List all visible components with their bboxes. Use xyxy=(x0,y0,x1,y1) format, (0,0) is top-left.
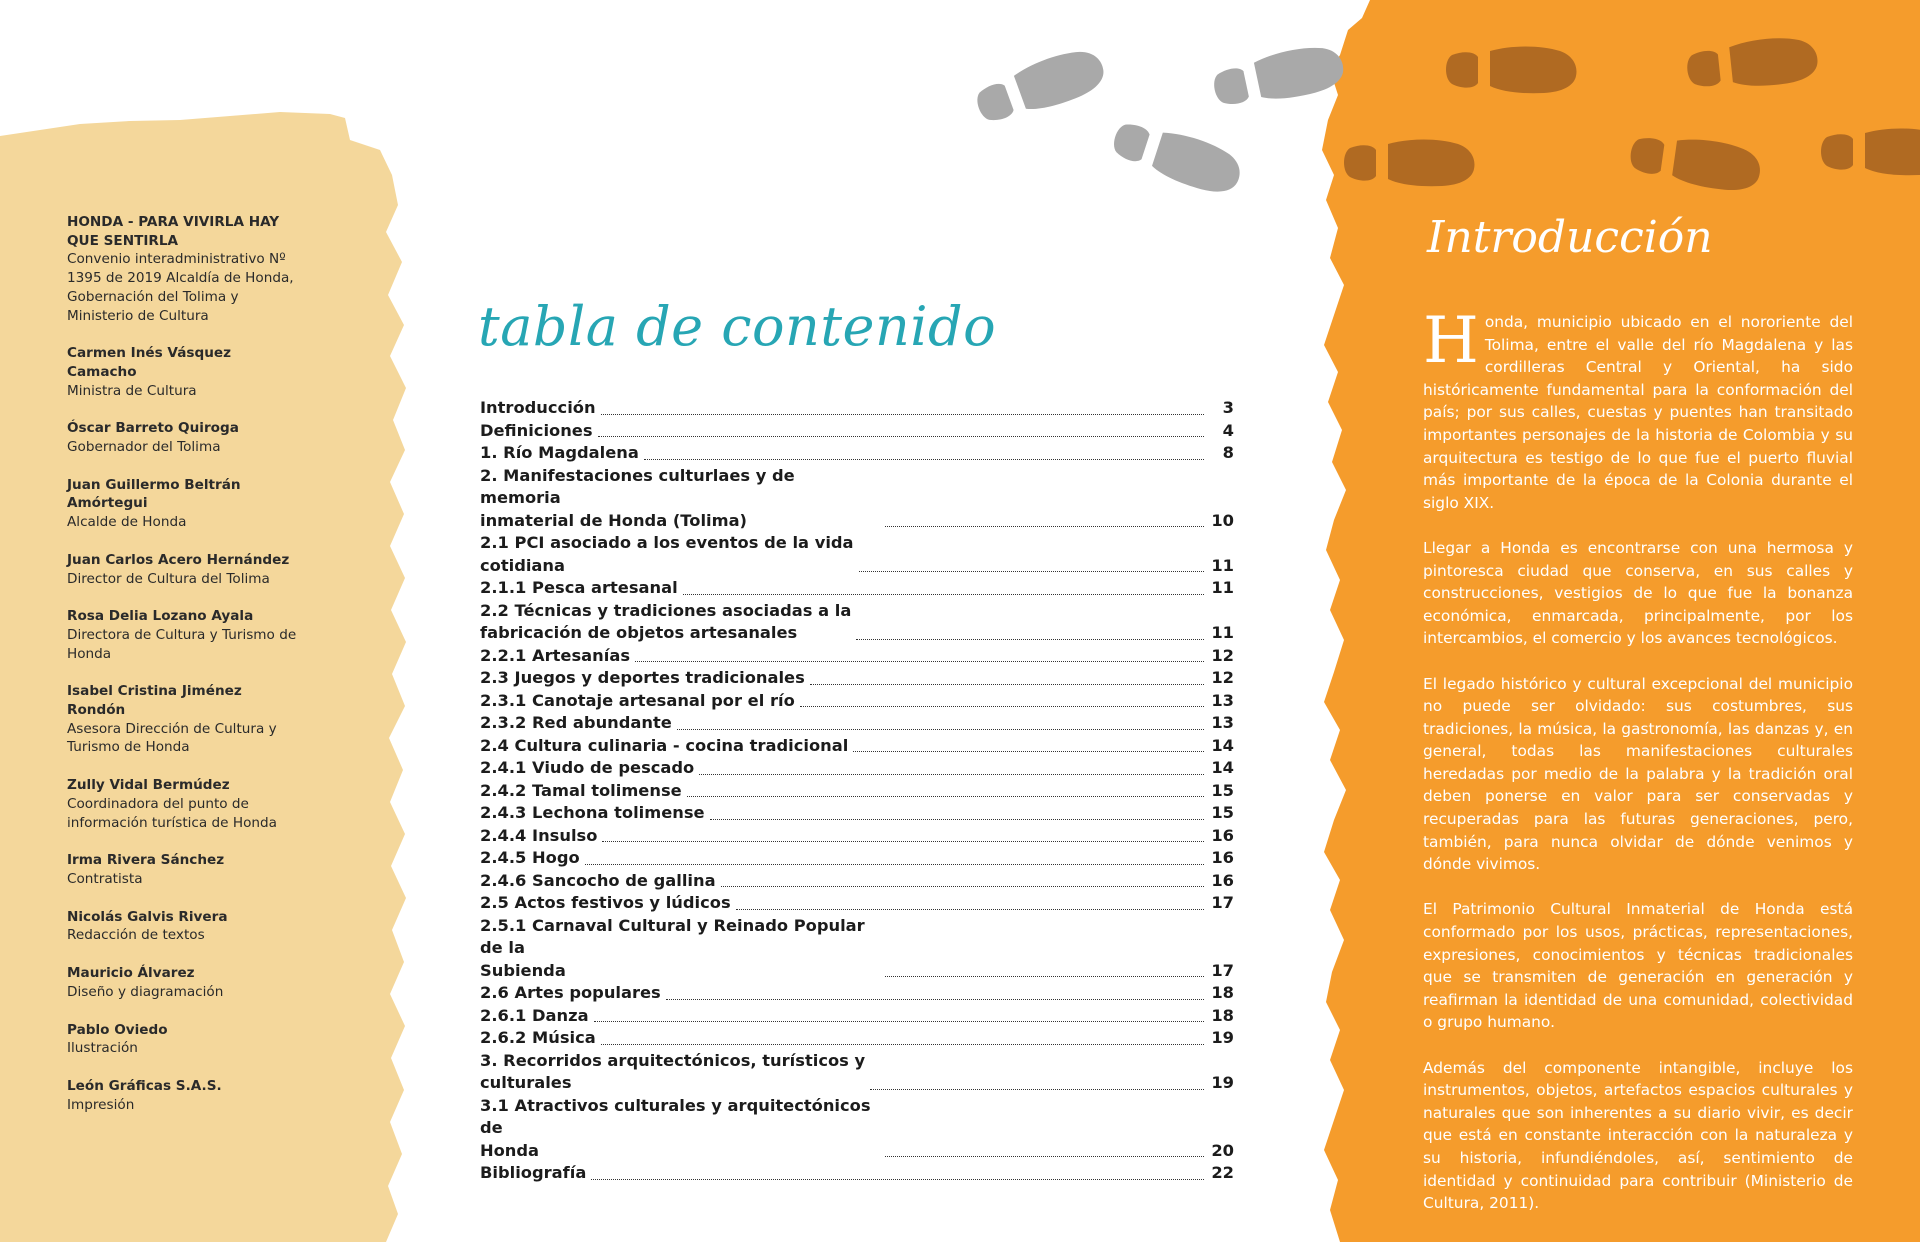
toc-entry-page: 11 xyxy=(1211,578,1234,597)
toc-entry-page: 4 xyxy=(1222,420,1234,440)
table-of-contents xyxy=(480,397,1234,1185)
credit-role: Contratista xyxy=(67,870,143,887)
credit-block xyxy=(67,551,297,588)
toc-entry xyxy=(480,1005,1234,1028)
toc-entry-label: 2.5.1 Carnaval Cultural y Reinado Popular de la Subienda xyxy=(480,915,865,980)
credit-block xyxy=(67,419,297,456)
toc-dot-leader xyxy=(601,1044,1204,1045)
credit-name: Pablo Oviedo xyxy=(67,1021,168,1038)
toc-entry-label: 2.6.1 Danza xyxy=(480,1005,589,1025)
toc-dot-leader xyxy=(594,1021,1204,1022)
toc-entry xyxy=(480,420,1234,443)
credit-name: Nicolás Galvis Rivera xyxy=(67,908,228,925)
credit-role: Convenio interadministrativo Nº 1395 de 2019 Alcaldía de Honda, Gobernación del Tolima y Ministerio de Cultura xyxy=(67,251,294,324)
toc-entry xyxy=(480,915,1234,983)
toc-dot-leader xyxy=(598,436,1204,437)
toc-entry-page: 13 xyxy=(1211,713,1234,732)
toc-entry xyxy=(480,825,1234,848)
toc-entry-page: 18 xyxy=(1211,1005,1234,1025)
intro-first-paragraph-text: onda, municipio ubicado en el nororiente del Tolima, entre el valle del río Magdalena y las cordilleras Central y Oriental, ha sido históricamente fundamental para la conformación del país; por sus calles, cuestas y puentes han transitado importantes personajes de la historia de Colombia y su arquitectura es testigo de lo que fue el puerto fluvial más importante de la época de la Colonia durante el siglo XIX. xyxy=(1423,313,1853,512)
toc-entry xyxy=(480,667,1234,690)
toc-entry-page: 12 xyxy=(1211,645,1234,665)
credit-name: Juan Carlos Acero Hernández xyxy=(67,551,290,568)
toc-dot-leader xyxy=(810,684,1204,685)
credit-block xyxy=(67,908,297,945)
toc-dot-leader xyxy=(870,1089,1204,1090)
toc-entry xyxy=(480,442,1234,465)
toc-dot-leader xyxy=(710,819,1204,820)
toc-entry-page: 13 xyxy=(1211,690,1234,710)
toc-entry-page: 17 xyxy=(1211,893,1234,912)
toc-entry xyxy=(480,892,1234,915)
toc-entry-page: 16 xyxy=(1211,870,1234,890)
toc-entry-page: 12 xyxy=(1211,668,1234,687)
credit-role: Ministra de Cultura xyxy=(67,382,197,399)
toc-entry-label: 2.3 Juegos y deportes tradicionales xyxy=(480,668,805,687)
credit-block xyxy=(67,964,297,1001)
intro-body xyxy=(1423,304,1853,1237)
intro-paragraph xyxy=(1423,304,1853,514)
intro-title: Introducción xyxy=(1427,212,1713,263)
toc-entry-label: 2.6.2 Música xyxy=(480,1028,596,1047)
toc-entry-page: 3 xyxy=(1222,398,1234,417)
toc-dot-leader xyxy=(699,774,1204,775)
toc-entry-page: 8 xyxy=(1222,443,1234,462)
toc-entry xyxy=(480,532,1234,577)
toc-entry-label: 3. Recorridos arquitectónicos, turísticos y culturales xyxy=(480,1050,866,1092)
toc-entry-label: 2. Manifestaciones culturlaes y de memoria inmaterial de Honda (Tolima) xyxy=(480,465,795,530)
toc-entry xyxy=(480,465,1234,533)
credit-role: Alcalde de Honda xyxy=(67,514,187,531)
toc-dot-leader xyxy=(853,751,1204,752)
toc-entry-label: 2.4.5 Hogo xyxy=(480,848,580,867)
intro-paragraph: El Patrimonio Cultural Inmaterial de Honda está conformado por los usos, prácticas, representaciones, expresiones, conocimientos y técnicas tradicionales que se transmiten de generación en generación y reafirman la identidad de una comunidad, colectividad o grupo humano. xyxy=(1423,900,1853,1032)
toc-entry-label: 2.2 Técnicas y tradiciones asociadas a la fabricación de objetos artesanales xyxy=(480,600,852,642)
credit-role: Gobernador del Tolima xyxy=(67,439,221,456)
toc-entry-label: 1. Río Magdalena xyxy=(480,443,639,462)
toc-entry-label: Definiciones xyxy=(480,420,593,440)
toc-entry-label: 2.1 PCI asociado a los eventos de la vida cotidiana xyxy=(480,533,854,575)
toc-title: tabla de contenido xyxy=(478,295,997,358)
toc-dot-leader xyxy=(585,864,1204,865)
toc-entry xyxy=(480,735,1234,758)
toc-dot-leader xyxy=(885,976,1204,977)
credit-role: Coordinadora del punto de información turística de Honda xyxy=(67,795,277,831)
toc-dot-leader xyxy=(602,841,1204,842)
toc-entry xyxy=(480,645,1234,668)
footprint-icon xyxy=(971,40,1347,199)
credit-block xyxy=(67,1077,297,1114)
toc-entry xyxy=(480,802,1234,825)
toc-dot-leader xyxy=(591,1179,1204,1180)
intro-paragraph: El legado histórico y cultural excepcional del municipio no puede ser olvidado: sus costumbres, sus tradiciones, la música, la gastronomía, las danzas y, en general, todas las manifestaciones culturales heredadas por medio de la palabra y la tradición oral deben ponerse en valor para ser conservadas y recuperadas para las futuras generaciones, pero, también, para nunca olvidar de dónde venimos y dónde vivimos. xyxy=(1423,674,1853,874)
toc-dot-leader xyxy=(800,706,1204,707)
toc-entry-label: 3.1 Atractivos culturales y arquitectónicos de Honda xyxy=(480,1095,871,1160)
toc-entry-page: 19 xyxy=(1211,1073,1234,1092)
toc-entry xyxy=(480,847,1234,870)
toc-dot-leader xyxy=(687,796,1204,797)
credit-name: Mauricio Álvarez xyxy=(67,965,195,982)
toc-dot-leader xyxy=(856,639,1204,640)
toc-entry-page: 16 xyxy=(1211,825,1234,845)
toc-entry xyxy=(480,1162,1234,1185)
credit-name: Carmen Inés Vásquez Camacho xyxy=(67,345,232,380)
credit-name: Isabel Cristina Jiménez Rondón xyxy=(67,683,242,719)
toc-entry-page: 10 xyxy=(1211,510,1234,530)
toc-entry-label: 2.3.1 Canotaje artesanal por el río xyxy=(480,690,795,710)
toc-entry-label: 2.4.6 Sancocho de gallina xyxy=(480,870,716,890)
toc-entry-page: 18 xyxy=(1211,983,1234,1002)
toc-entry-label: 2.4.1 Viudo de pescado xyxy=(480,758,695,777)
credit-role: Director de Cultura del Tolima xyxy=(67,570,270,587)
credit-block xyxy=(67,476,297,532)
toc-entry-label: 2.1.1 Pesca artesanal xyxy=(480,578,678,597)
credit-role: Diseño y diagramación xyxy=(67,983,224,1000)
credit-block xyxy=(67,344,297,400)
toc-entry xyxy=(480,1095,1234,1163)
toc-entry-label: 2.2.1 Artesanías xyxy=(480,645,631,665)
credit-block xyxy=(67,607,297,663)
credit-role: Impresión xyxy=(67,1096,135,1113)
toc-entry xyxy=(480,780,1234,803)
toc-entry-page: 14 xyxy=(1211,758,1234,777)
toc-entry xyxy=(480,397,1234,420)
toc-entry-label: 2.6 Artes populares xyxy=(480,983,661,1002)
toc-dot-leader xyxy=(677,729,1204,730)
toc-dot-leader xyxy=(683,594,1204,595)
toc-entry-page: 15 xyxy=(1211,780,1234,800)
toc-dot-leader xyxy=(635,661,1204,662)
toc-entry xyxy=(480,1050,1234,1095)
toc-entry-label: 2.4.4 Insulso xyxy=(480,825,598,845)
toc-entry xyxy=(480,690,1234,713)
toc-dot-leader xyxy=(666,999,1204,1000)
toc-entry xyxy=(480,577,1234,600)
toc-entry-label: Bibliografía xyxy=(480,1163,587,1182)
credit-name: Irma Rivera Sánchez xyxy=(67,852,225,869)
toc-dot-leader xyxy=(721,886,1204,887)
toc-entry-page: 15 xyxy=(1211,803,1234,822)
credit-name: Zully Vidal Bermúdez xyxy=(67,777,230,794)
credit-block xyxy=(67,851,297,888)
toc-dot-leader xyxy=(601,414,1204,415)
credit-name: León Gráficas S.A.S. xyxy=(67,1077,222,1094)
credit-name: Juan Guillermo Beltrán Amórtegui xyxy=(67,476,241,512)
toc-entry-page: 17 xyxy=(1211,960,1234,980)
toc-entry-label: 2.4.2 Tamal tolimense xyxy=(480,780,682,800)
credit-name: HONDA - PARA VIVIRLA HAY QUE SENTIRLA xyxy=(67,214,280,249)
credit-block xyxy=(67,776,297,832)
toc-entry xyxy=(480,870,1234,893)
credit-name: Rosa Delia Lozano Ayala xyxy=(67,608,254,625)
toc-entry-label: 2.5 Actos festivos y lúdicos xyxy=(480,893,731,912)
toc-entry-page: 11 xyxy=(1211,623,1234,642)
credit-role: Directora de Cultura y Turismo de Honda xyxy=(67,626,297,662)
credit-role: Ilustración xyxy=(67,1040,138,1057)
credit-role: Asesora Dirección de Cultura y Turismo de Honda xyxy=(67,720,277,756)
toc-entry-label: 2.4.3 Lechona tolimense xyxy=(480,803,705,822)
credit-name: Óscar Barreto Quiroga xyxy=(67,420,239,437)
toc-entry-page: 16 xyxy=(1211,848,1234,867)
toc-entry xyxy=(480,757,1234,780)
toc-entry-page: 19 xyxy=(1211,1028,1234,1047)
toc-entry-page: 20 xyxy=(1211,1140,1234,1160)
toc-dot-leader xyxy=(736,909,1204,910)
intro-paragraph: Además del componente intangible, incluye los instrumentos, objetos, artefactos espacios culturales y naturales que son inherentes a su diario vivir, es decir que está en constante interacción con la naturaleza y su historia, infundiéndoles, así, sentimiento de identidad y continuidad para contribuir (Ministerio de Cultura, 2011). xyxy=(1423,1058,1853,1213)
toc-dot-leader xyxy=(885,526,1204,527)
credit-role: Redacción de textos xyxy=(67,927,205,944)
toc-entry xyxy=(480,982,1234,1005)
toc-entry xyxy=(480,600,1234,645)
credits-list xyxy=(67,213,297,1133)
toc-entry-page: 11 xyxy=(1211,555,1234,575)
toc-entry-label: 2.4 Cultura culinaria - cocina tradicional xyxy=(480,735,849,755)
toc-entry xyxy=(480,1027,1234,1050)
credit-block xyxy=(67,1021,297,1058)
credit-block xyxy=(67,682,297,757)
credit-block xyxy=(67,213,297,325)
toc-entry-page: 14 xyxy=(1211,735,1234,755)
toc-dot-leader xyxy=(885,1156,1204,1157)
toc-entry-page: 22 xyxy=(1211,1163,1234,1182)
drop-cap: H xyxy=(1423,304,1479,378)
toc-dot-leader xyxy=(644,459,1204,460)
toc-entry-label: 2.3.2 Red abundante xyxy=(480,713,672,732)
intro-paragraph: Llegar a Honda es encontrarse con una hermosa y pintoresca ciudad que conserva, en sus calles y construcciones, vestigios de lo que fue la bonanza económica, enmarcada, principalmente, por los intercambios, el comercio y los avances tecnológicos. xyxy=(1423,538,1853,648)
toc-dot-leader xyxy=(859,571,1204,572)
toc-entry-label: Introducción xyxy=(480,398,596,417)
toc-entry xyxy=(480,712,1234,735)
